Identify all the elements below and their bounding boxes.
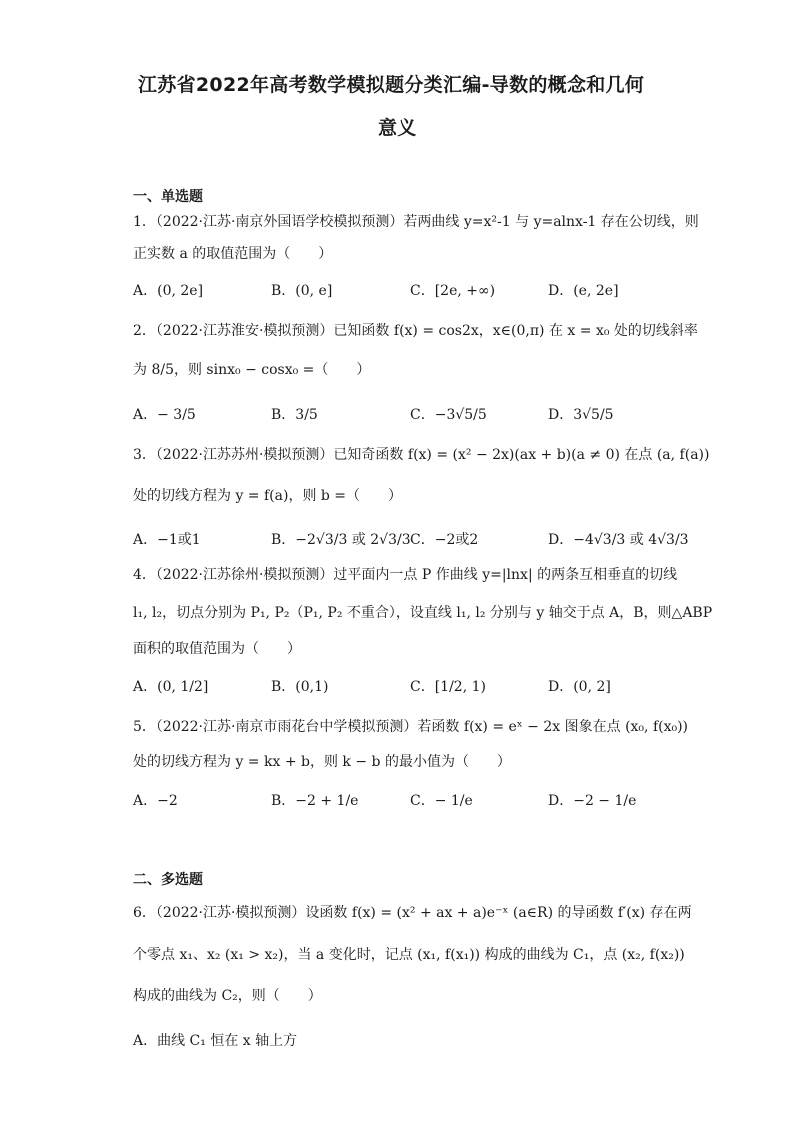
q4-line3: 面积的取值范围为（ ） — [133, 641, 301, 657]
q5-line1: 5．（2022·江苏·南京市雨花台中学模拟预测）若函数 f(x) = eˣ − 2x 图象在点 (x₀, f(x₀)) — [133, 719, 689, 735]
q5-option-a: A．−2 — [133, 793, 178, 809]
q2-option-a: A．− 3/5 — [133, 407, 196, 423]
q1-option-a: A．(0, 2e] — [133, 283, 204, 299]
q1-line2: 正实数 a 的取值范围为（ ） — [133, 246, 333, 262]
q2-line1: 2．（2022·江苏淮安·模拟预测）已知函数 f(x) = cos2x，x∈(0,π) 在 x = x₀ 处的切线斜率 — [133, 323, 698, 339]
q1-option-d: D．(e, 2e] — [548, 283, 619, 299]
q2-option-c: C．−3√5/5 — [410, 407, 487, 423]
q3-line2: 处的切线方程为 y = f(a)，则 b =（ ） — [133, 488, 403, 504]
q2-option-d: D．3√5/5 — [548, 407, 614, 423]
q6-option-a: A．曲线 C₁ 恒在 x 轴上方 — [133, 1033, 298, 1049]
q4-line1: 4．（2022·江苏徐州·模拟预测）过平面内一点 P 作曲线 y=|lnx| 的两条互相垂直的切线 — [133, 567, 678, 583]
q6-line1: 6．（2022·江苏·模拟预测）设函数 f(x) = (x² + ax + a)e⁻ˣ (a∈R) 的导函数 f′(x) 存在两 — [133, 905, 692, 921]
q5-line2: 处的切线方程为 y = kx + b，则 k − b 的最小值为（ ） — [133, 754, 511, 770]
q4-option-d: D．(0, 2] — [548, 679, 611, 695]
q2-option-b: B．3/5 — [271, 407, 318, 423]
q1-line1: 1．（2022·江苏·南京外国语学校模拟预测）若两曲线 y=x²-1 与 y=alnx-1 存在公切线，则 — [133, 214, 699, 230]
section-heading-multiple-choice: 二、多选题 — [133, 872, 203, 888]
doc-title-line2: 意义 — [378, 117, 417, 139]
doc-title-line1: 江苏省2022年高考数学模拟题分类汇编-导数的概念和几何 — [138, 74, 645, 96]
q4-option-b: B．(0,1) — [271, 679, 329, 695]
q6-line3: 构成的曲线为 C₂，则（ ） — [133, 988, 322, 1004]
q3-option-d: D．−4√3/3 或 4√3/3 — [548, 532, 689, 548]
q1-option-c: C．[2e, +∞) — [410, 283, 496, 299]
q4-option-c: C．[1/2, 1) — [410, 679, 486, 695]
q5-option-c: C．− 1/e — [410, 793, 473, 809]
q4-line2: l₁, l₂，切点分别为 P₁, P₂（P₁, P₂ 不重合），设直线 l₁, l₂ 分别与 y 轴交于点 A，B，则△ABP — [133, 605, 713, 621]
q3-option-c: C．−2或2 — [410, 532, 479, 548]
q4-option-a: A．(0, 1/2] — [133, 679, 209, 695]
q5-option-b: B．−2 + 1/e — [271, 793, 359, 809]
q5-option-d: D．−2 − 1/e — [548, 793, 637, 809]
q3-line1: 3．（2022·江苏苏州·模拟预测）已知奇函数 f(x) = (x² − 2x)(ax + b)(a ≠ 0) 在点 (a, f(a)) — [133, 447, 710, 463]
q3-option-a: A．−1或1 — [133, 532, 201, 548]
section-heading-single-choice: 一、单选题 — [133, 189, 203, 205]
q2-line2: 为 8/5，则 sinx₀ − cosx₀ =（ ） — [133, 362, 371, 378]
q1-option-b: B．(0, e] — [271, 283, 333, 299]
q3-option-b: B．−2√3/3 或 2√3/3 — [271, 532, 411, 548]
q6-line2: 个零点 x₁、x₂ (x₁ > x₂)，当 a 变化时，记点 (x₁, f(x₁)) 构成的曲线为 C₁，点 (x₂, f(x₂)) — [133, 947, 685, 963]
